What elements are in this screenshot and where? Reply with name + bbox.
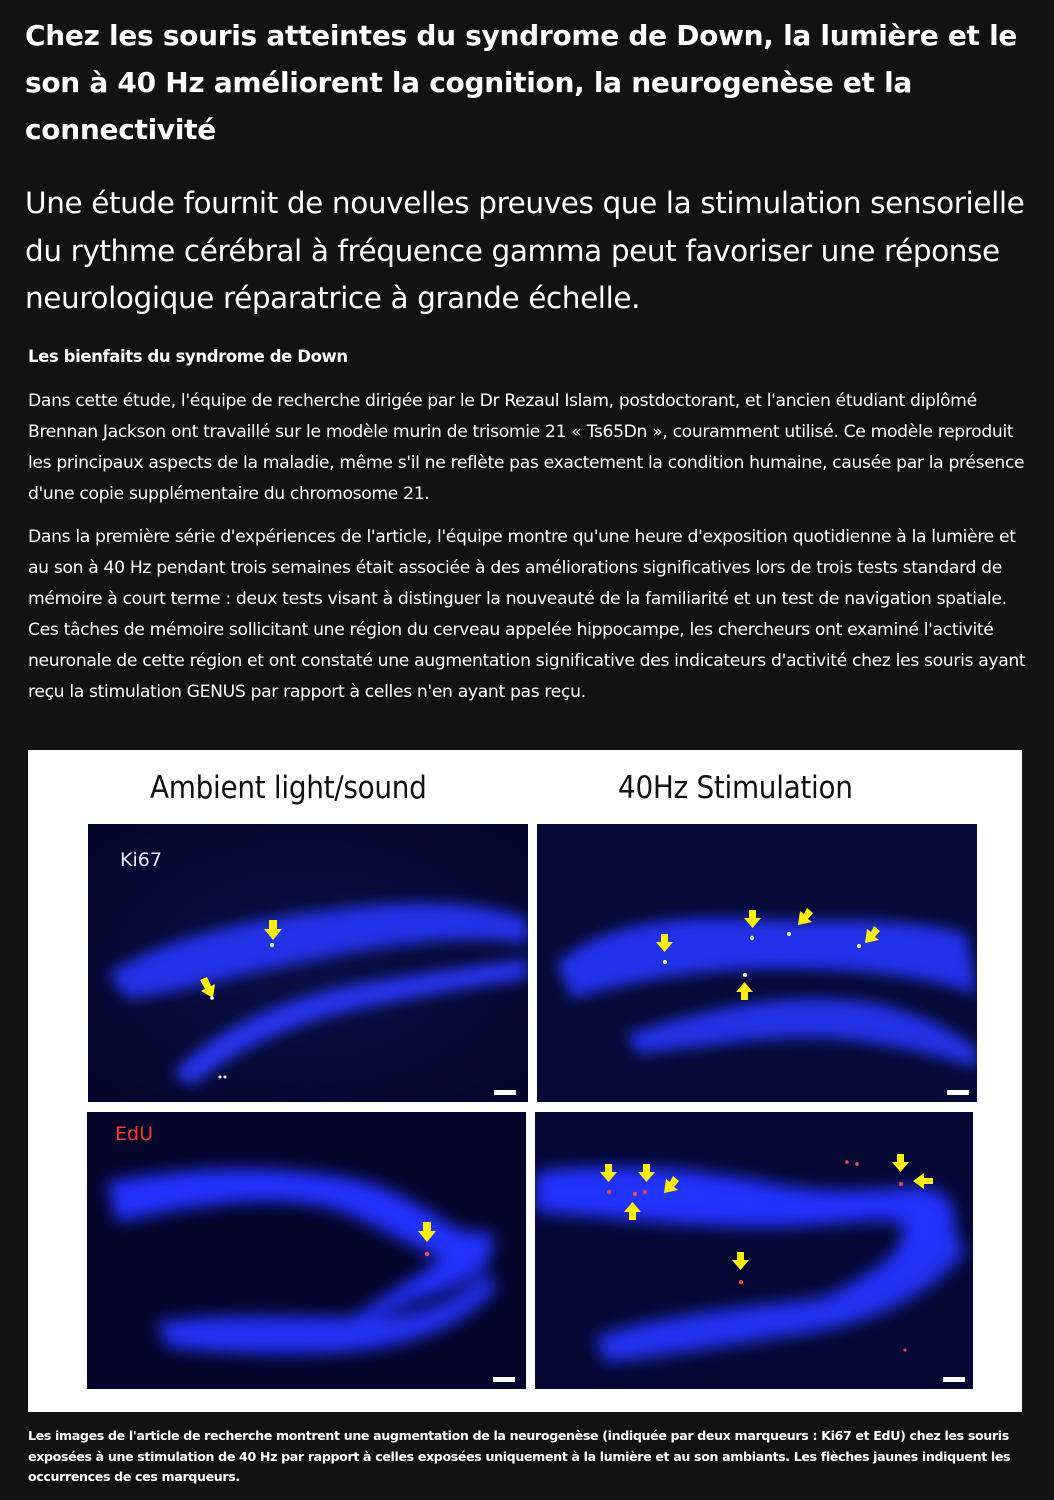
microscopy-figure [28,750,1022,1412]
hippocampus-image [535,1112,973,1389]
column-heading-ambient: Ambient light/sound [150,770,427,806]
marker-label-edu: EdU [115,1123,153,1145]
panel-ki67-ambient [88,824,528,1102]
figure-caption: Les images de l'article de recherche montrent une augmentation de la neurogenèse (indiquée par deux marqueurs : Ki67 et EdU) chez les souris exposées à une stimulation de 40 Hz par rapport à celles exposées uniquement à la lumière et au son ambiants. Les flèches jaunes indiquent les occurrences de ces marqueurs. [28,1428,1011,1484]
article-title: Chez les souris atteintes du syndrome de Down, la lumière et le son à 40 Hz améliorent la cognition, la neurogenèse et la connectivité [25,19,1018,146]
hippocampus-image [537,824,977,1102]
hippocampus-image [87,1112,526,1389]
paragraph-1: Dans cette étude, l'équipe de recherche dirigée par le Dr Rezaul Islam, postdoctorant, et l'ancien étudiant diplômé Brennan Jackson ont travaillé sur le modèle murin de trisomie 21 « Ts65Dn », couramment utilisé. Ce modèle reproduit les principaux aspects de la maladie, même s'il ne reflète pas exactement la condition humaine, causée par la présence d'une copie supplémentaire du chromosome 21. [28,391,1025,504]
scale-bar [494,1090,516,1095]
marker-label-ki67: Ki67 [120,849,162,871]
column-heading-stimulation: 40Hz Stimulation [618,770,853,806]
panel-edu-stimulation [535,1112,973,1389]
section-heading: Les bienfaits du syndrome de Down [28,347,348,366]
scale-bar [947,1090,969,1095]
panel-edu-ambient [87,1112,526,1389]
scale-bar [493,1377,515,1382]
hippocampus-image [88,824,528,1102]
scale-bar [943,1377,965,1382]
article-subtitle: Une étude fournit de nouvelles preuves que la stimulation sensorielle du rythme cérébral à fréquence gamma peut favoriser une réponse neurologique réparatrice à grande échelle. [25,186,1025,315]
panel-ki67-stimulation [537,824,977,1102]
paragraph-2: Dans la première série d'expériences de l'article, l'équipe montre qu'une heure d'exposition quotidienne à la lumière et au son à 40 Hz pendant trois semaines était associée à des améliorations significatives lors de trois tests standard de mémoire à court terme : deux tests visant à distinguer la nouveauté de la familiarité et un test de navigation spatiale. Ces tâches de mémoire sollicitant une région du cerveau appelée hippocampe, les chercheurs ont examiné l'activité neuronale de cette région et ont constaté une augmentation significative des indicateurs d'activité chez les souris ayant reçu la stimulation GENUS par rapport à celles n'en ayant pas reçu. [28,527,1026,702]
